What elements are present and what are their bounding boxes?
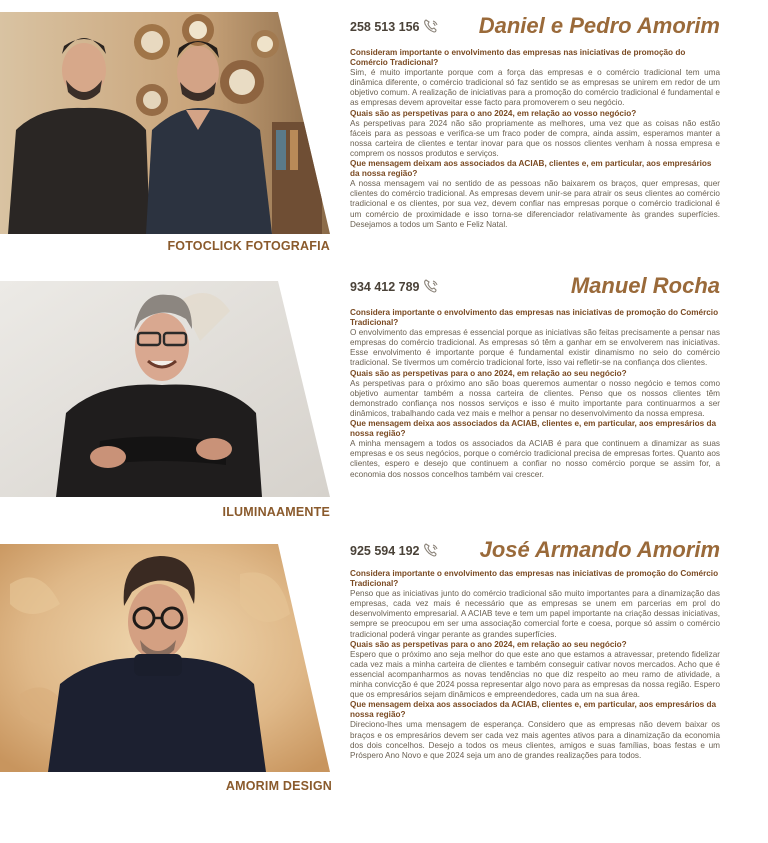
answer-2: As perspetivas para o próximo ano são boas queremos aumentar o nosso negócio e temos como objetivo aumentar também a nossa carteira de clientes. Penso que os nossos clientes têm demonstrado confiança nos nossos serviços e isso é muito importante para continuarmos a ser dinâmicos, trabalhando cada vez mais e melhor a pensar no desenvolvimento da nossa empresa. [350, 378, 720, 418]
answer-1: Penso que as iniciativas junto do comércio tradicional são muito importantes para a dinamização das empresas, cada vez mais é necessário que as empresas se unem em parcerias em prol do desenvolvimento empresarial. A ACIAB teve e tem um papel importante na criação dessas iniciativas, sempre se preocupou em ser uma associação comercial forte e coesa, porque só assim o comércio tradicional poderá vingar perante as grandes superfícies. [350, 589, 720, 639]
phone-number[interactable] [350, 543, 439, 560]
business-name-fotoclick: FOTOCLICK FOTOGRAFIA [167, 239, 330, 253]
business-name-amorim-design: AMORIM DESIGN [225, 779, 332, 793]
interview-manuel-rocha [350, 275, 720, 480]
interview-daniel-pedro [350, 15, 720, 230]
phone-number[interactable] [350, 19, 439, 36]
answer-1: Sim, é muito importante porque com a força das empresas e o comércio tradicional tem uma dinâmica diferente, o comércio tradicional só faz sentido se as empresas se unirem em redor de um objetivo comum. A realização de iniciativas para a promoção do comércio tradicional é fundamental e as empresas devem aproveitar esse facto para promoverem o seu negócio. [350, 68, 720, 108]
question-3: Que mensagem deixam aos associados da ACIAB, clientes e, em particular, aos empresários da nossa região? [350, 159, 712, 179]
photo-jose-armando-amorim [0, 544, 330, 772]
question-2: Quais são as perspetivas para o ano 2024, em relação ao seu negócio? [350, 368, 627, 378]
question-3: Que mensagem deixa aos associados da ACIAB, clientes e, em particular, aos empresários da nossa região? [350, 700, 717, 720]
phone-icon [423, 279, 439, 296]
answer-1: O envolvimento das empresas é essencial porque as iniciativas são feitas precisamente a pensar nas empresas do comércio tradicional. As empresas só têm a ganhar em se envolverem nas iniciativas. Esse envolvimento é importante porque é fundamental existir dinamismo no seio do comércio tradicional. Se tivermos um comércio tradicional forte, isso vai refletir-se na confiança dos clientes. [350, 328, 720, 368]
interview-jose-armando-amorim [350, 539, 720, 761]
phone-text: 925 594 192 [350, 543, 420, 558]
photo-daniel-pedro [0, 12, 330, 234]
question-1: Considera importante o envolvimento das empresas nas iniciativas de promoção do Comércio Tradicional? [350, 308, 719, 328]
answer-2: Espero que o próximo ano seja melhor do que este ano que estamos a atravessar, pretendo fidelizar cada vez mais a minha carteira de clientes e também conseguir cativar novos mercados. Acho que é essencial acompanharmos as novas tendências no que diz respeito ao meu ramo de atividade, a minha convicção é que 2024 possa representar algo novo para as empresas da nossa região. Espero que os empresários sejam dinâmicos e empreendedores, cada um na sua área. [350, 649, 720, 700]
business-name-iluminaamente: ILUMINAAMENTE [222, 505, 330, 519]
answer-2: As perspetivas para 2024 não são propriamente as melhores, uma vez que as coisas não estão fáceis para as pessoas e verifica-se um fraco poder de compra, ainda assim, esperamos manter a nossa carteira de clientes e tentar inovar para que os nossos clientes venham à nossa empresa e comprem os nossos produtos e serviços. [350, 118, 720, 158]
answer-3: A minha mensagem a todos os associados da ACIAB é para que continuem a dinamizar as suas empresas e os seus negócios, porque o comércio tradicional precisa de empresas fortes. Quanto aos clientes, espero e desejo que continuem a confiar no nosso comércio porque se assim for, a economia dos nossos concelhos também vai crescer. [350, 439, 720, 479]
phone-number[interactable] [350, 279, 439, 296]
person-name: Daniel e Pedro Amorim [478, 13, 720, 38]
answer-3: Direciono-lhes uma mensagem de esperança. Considero que as empresas não devem baixar os braços e os empresários devem ser cada vez mais agentes ativos para a dinamização da economia dos dois concelhos. Desejo a todos os meus clientes, amigos e suas famílias, boas festas e um Próspero Ano Novo e que 2024 seja um ano de grandes realizações para todos. [350, 720, 720, 760]
phone-text: 934 412 789 [350, 279, 420, 294]
portrait-image [0, 12, 330, 234]
question-3: Que mensagem deixa aos associados da ACIAB, clientes e, em particular, aos empresários da nossa região? [350, 419, 717, 439]
portrait-image [0, 281, 330, 497]
question-1: Considera importante o envolvimento das empresas nas iniciativas de promoção do Comércio Tradicional? [350, 569, 719, 589]
question-2: Quais são as perspetivas para o ano 2024, em relação ao vosso negócio? [350, 108, 637, 118]
phone-text: 258 513 156 [350, 19, 420, 34]
phone-icon [423, 543, 439, 560]
photo-manuel-rocha [0, 281, 330, 497]
question-1: Consideram importante o envolvimento das empresas nas iniciativas de promoção do Comércio Tradicional? [350, 48, 686, 68]
phone-icon [423, 19, 439, 36]
question-2: Quais são as perspetivas para o ano 2024, em relação ao seu negócio? [350, 639, 627, 649]
person-name: Manuel Rocha [570, 273, 720, 298]
portrait-image [0, 544, 330, 772]
person-name: José Armando Amorim [479, 537, 720, 562]
answer-3: A nossa mensagem vai no sentido de as pessoas não baixarem os braços, quer empresas, quer clientes do comércio tradicional. As empresas devem unir-se para atrair os seus clientes ao comércio tradicional e os clientes, por sua vez, devem confiar nas empresas porque o comércio tradicional é um comércio de proximidade e isso torna-se diferenciador relativamente às grandes superfícies. Desejamos a todos um Santo e Feliz Natal. [350, 179, 720, 229]
